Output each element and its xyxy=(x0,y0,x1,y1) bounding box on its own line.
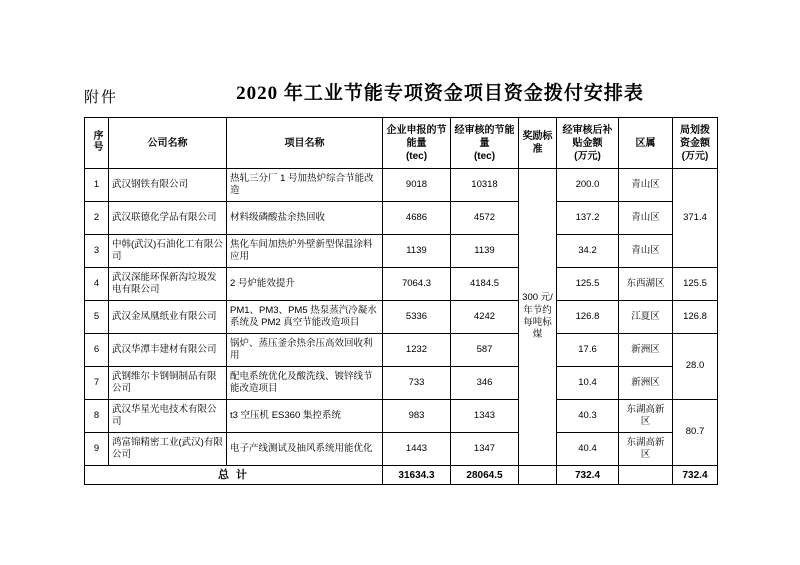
col-header-planned-label: 局划拨资金额 xyxy=(680,124,710,149)
cell-company: 武汉华潭丰建材有限公司 xyxy=(109,334,227,367)
page-title: 2020 年工业节能专项资金项目资金拨付安排表 xyxy=(236,83,644,104)
cell-project: 2 号炉能效提升 xyxy=(227,268,383,301)
cell-audit: 1347 xyxy=(451,433,519,466)
cell-audit: 587 xyxy=(451,334,519,367)
cell-seq: 2 xyxy=(85,202,109,235)
cell-subsidy: 17.6 xyxy=(557,334,619,367)
cell-subsidy: 200.0 xyxy=(557,169,619,202)
col-header-apply-label: 企业申报的节能量 xyxy=(386,124,447,149)
cell-project: 电子产线测试及抽风系统用能优化 xyxy=(227,433,383,466)
cell-planned: 28.0 xyxy=(673,334,718,400)
total-planned: 732.4 xyxy=(673,466,718,485)
cell-subsidy: 10.4 xyxy=(557,367,619,400)
cell-seq: 6 xyxy=(85,334,109,367)
cell-district: 江夏区 xyxy=(619,301,673,334)
cell-seq: 3 xyxy=(85,235,109,268)
cell-district: 东湖高新区 xyxy=(619,400,673,433)
table-row xyxy=(85,268,718,301)
cell-audit: 4572 xyxy=(451,202,519,235)
cell-apply: 9018 xyxy=(383,169,451,202)
cell-audit: 1343 xyxy=(451,400,519,433)
cell-apply: 7064.3 xyxy=(383,268,451,301)
cell-subsidy: 137.2 xyxy=(557,202,619,235)
cell-planned: 125.5 xyxy=(673,268,718,301)
cell-planned: 371.4 xyxy=(673,169,718,268)
cell-company: 武汉钢铁有限公司 xyxy=(109,169,227,202)
cell-district: 东湖高新区 xyxy=(619,433,673,466)
total-apply: 31634.3 xyxy=(383,466,451,485)
col-header-audit xyxy=(451,118,519,169)
cell-subsidy: 40.3 xyxy=(557,400,619,433)
cell-apply: 1232 xyxy=(383,334,451,367)
cell-district: 新洲区 xyxy=(619,334,673,367)
cell-seq: 5 xyxy=(85,301,109,334)
cell-company: 中韩(武汉)石油化工有限公司 xyxy=(109,235,227,268)
cell-audit: 4242 xyxy=(451,301,519,334)
col-header-seq xyxy=(85,118,109,169)
funding-table xyxy=(84,117,718,485)
cell-company: 武汉深能环保新沟垃圾发电有限公司 xyxy=(109,268,227,301)
cell-seq: 1 xyxy=(85,169,109,202)
col-header-project: 项目名称 xyxy=(227,118,383,169)
cell-standard: 300 元/年节约每吨标煤 xyxy=(519,169,557,466)
cell-seq: 4 xyxy=(85,268,109,301)
cell-apply: 733 xyxy=(383,367,451,400)
table-row xyxy=(85,301,718,334)
cell-subsidy: 126.8 xyxy=(557,301,619,334)
cell-company: 鸿富锦精密工业(武汉)有限公司 xyxy=(109,433,227,466)
col-header-apply-unit: (tec) xyxy=(405,150,428,162)
col-header-audit-label: 经审核的节能量 xyxy=(454,124,515,149)
cell-project: 材料级磷酸盐余热回收 xyxy=(227,202,383,235)
col-header-subsidy-label: 经审核后补贴金额 xyxy=(562,124,613,149)
cell-subsidy: 34.2 xyxy=(557,235,619,268)
col-header-standard: 奖励标准 xyxy=(519,118,557,169)
cell-subsidy: 125.5 xyxy=(557,268,619,301)
col-header-audit-unit: (tec) xyxy=(473,150,496,162)
total-subsidy: 732.4 xyxy=(557,466,619,485)
cell-district: 青山区 xyxy=(619,235,673,268)
cell-audit: 10318 xyxy=(451,169,519,202)
cell-apply: 1139 xyxy=(383,235,451,268)
cell-company: 武汉华星光电技术有限公司 xyxy=(109,400,227,433)
table-row xyxy=(85,433,718,466)
cell-project: 配电系统优化及酸洗线、镀锌线节能改造项目 xyxy=(227,367,383,400)
total-district-blank xyxy=(619,466,673,485)
cell-apply: 5336 xyxy=(383,301,451,334)
table-total-row xyxy=(85,466,718,485)
cell-apply: 983 xyxy=(383,400,451,433)
cell-planned: 126.8 xyxy=(673,301,718,334)
cell-audit: 346 xyxy=(451,367,519,400)
cell-seq: 7 xyxy=(85,367,109,400)
cell-project: 热轧三分厂 1 号加热炉综合节能改造 xyxy=(227,169,383,202)
cell-apply: 4686 xyxy=(383,202,451,235)
col-header-subsidy-unit: (万元) xyxy=(574,150,601,162)
cell-project: PM1、PM3、PM5 热泵蒸汽冷凝水系统及 PM2 真空节能改造项目 xyxy=(227,301,383,334)
cell-company: 武钢维尔卡钢铜制品有限公司 xyxy=(109,367,227,400)
col-header-company: 公司名称 xyxy=(109,118,227,169)
total-label: 总 计 xyxy=(85,466,383,485)
total-standard-blank xyxy=(519,466,557,485)
cell-project: 焦化车间加热炉外壁新型保温涂料应用 xyxy=(227,235,383,268)
col-header-apply xyxy=(383,118,451,169)
cell-seq: 9 xyxy=(85,433,109,466)
cell-apply: 1443 xyxy=(383,433,451,466)
cell-district: 新洲区 xyxy=(619,367,673,400)
cell-seq: 8 xyxy=(85,400,109,433)
cell-company: 武汉联德化学品有限公司 xyxy=(109,202,227,235)
col-header-district: 区属 xyxy=(619,118,673,169)
table-body xyxy=(85,169,718,485)
table-row xyxy=(85,334,718,367)
total-audit: 28064.5 xyxy=(451,466,519,485)
cell-project: t3 空压机 ES360 集控系统 xyxy=(227,400,383,433)
table-row xyxy=(85,367,718,400)
cell-audit: 1139 xyxy=(451,235,519,268)
title-area xyxy=(0,78,800,112)
cell-district: 青山区 xyxy=(619,169,673,202)
col-header-seq-label: 序号 xyxy=(91,130,102,152)
table-row xyxy=(85,169,718,202)
cell-audit: 4184.5 xyxy=(451,268,519,301)
attachment-label: 附件 xyxy=(84,90,119,106)
col-header-subsidy xyxy=(557,118,619,169)
cell-company: 武汉金凤凰纸业有限公司 xyxy=(109,301,227,334)
table-row xyxy=(85,202,718,235)
table-header-row xyxy=(85,118,718,169)
col-header-planned xyxy=(673,118,718,169)
cell-district: 东西湖区 xyxy=(619,268,673,301)
cell-district: 青山区 xyxy=(619,202,673,235)
table-row xyxy=(85,235,718,268)
table-row xyxy=(85,400,718,433)
cell-subsidy: 40.4 xyxy=(557,433,619,466)
col-header-planned-unit: (万元) xyxy=(681,150,709,162)
cell-planned: 80.7 xyxy=(673,400,718,466)
cell-project: 锅炉、蒸压釜余热余压高效回收利用 xyxy=(227,334,383,367)
